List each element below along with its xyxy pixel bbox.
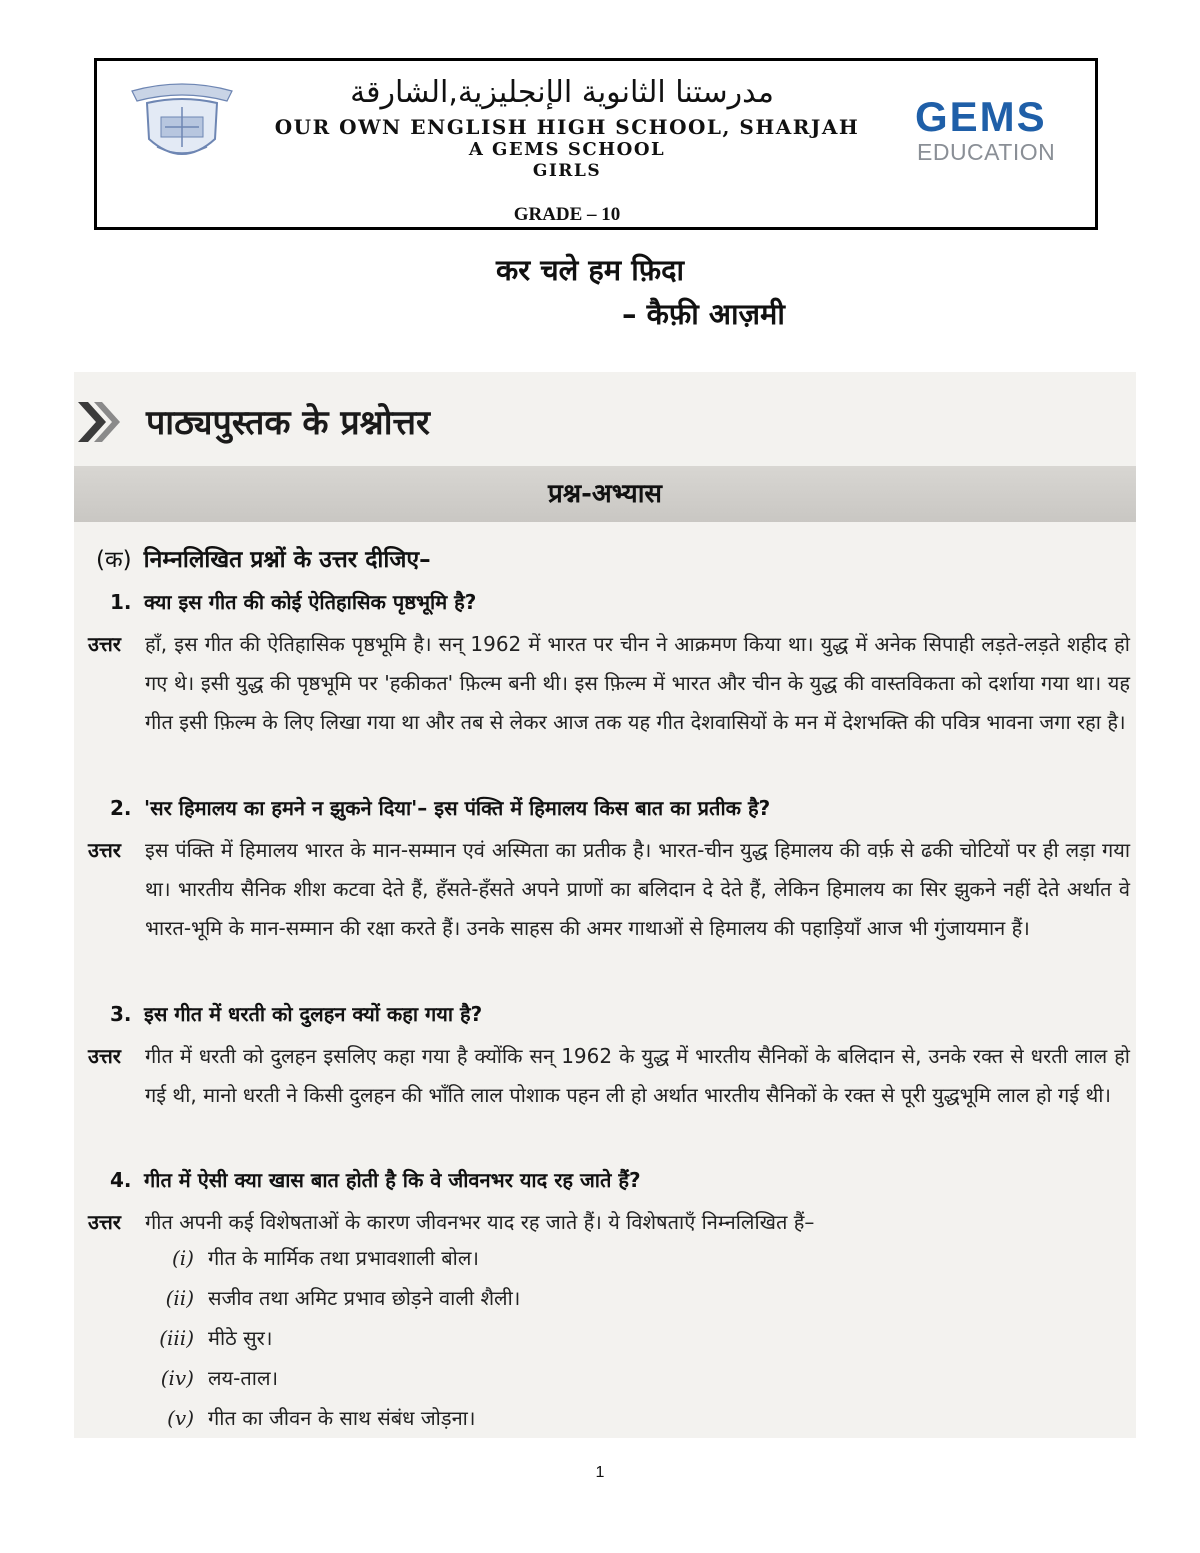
part-label: (क) <box>96 547 132 573</box>
lesson-title: कर चले हम फ़िदा <box>496 253 685 287</box>
feature-list <box>144 1244 520 1444</box>
question-number: 2. <box>110 796 132 820</box>
list-number: (ii) <box>165 1286 194 1310</box>
list-text: सजीव तथा अमिट प्रभाव छोड़ने वाली शैली। <box>208 1286 521 1310</box>
question-2 <box>110 794 770 821</box>
list-item <box>144 1364 520 1404</box>
part-heading <box>96 542 431 574</box>
answer-label: उत्तर <box>88 1044 121 1068</box>
list-item <box>144 1244 520 1284</box>
list-number: (i) <box>171 1246 194 1270</box>
list-text: गीत के मार्मिक तथा प्रभावशाली बोल। <box>208 1246 479 1270</box>
question-text: 'सर हिमालय का हमने न झुकने दिया'– इस पंक्ति में हिमालय किस बात का प्रतीक है? <box>144 796 771 820</box>
answer-label: उत्तर <box>88 1210 121 1234</box>
question-4 <box>110 1166 641 1193</box>
question-3 <box>110 1000 482 1027</box>
gems-school-line: A GEMS SCHOOL <box>468 139 666 160</box>
lesson-author: – कैफ़ी आज़मी <box>622 297 785 331</box>
grade-label: GRADE – 10 <box>513 204 621 225</box>
section-heading-text: पाठ्यपुस्तक के प्रश्नोत्तर <box>146 403 430 443</box>
answer-3: गीत में धरती को दुलहन इसलिए कहा गया है क्योंकि सन् 1962 के युद्ध में भारतीय सैनिकों के बलिदान से, उनके रक्त से धरती लाल हो गई थी, मानो धरती ने किसी दुलहन की भाँति लाल पोशाक पहन ली हो अर्थात भारतीय सैनिकों के रक्त से पूरी युद्धभूमि लाल हो गई थी। <box>145 1044 1130 1107</box>
list-text: गीत का जीवन के साथ संबंध जोड़ना। <box>208 1406 476 1430</box>
gems-education-logo <box>915 97 1081 167</box>
question-1 <box>110 588 476 615</box>
school-name: OUR OWN ENGLISH HIGH SCHOOL, SHARJAH <box>274 115 860 139</box>
list-number: (v) <box>167 1406 194 1430</box>
gems-logo-icon <box>915 97 1081 137</box>
list-number: (iv) <box>160 1366 194 1390</box>
school-name-arabic: مدرستنا الثانوية الإنجليزية,الشارقة <box>350 75 774 110</box>
exercise-title: प्रश्न-अभ्यास <box>547 479 663 509</box>
question-text: इस गीत में धरती को दुलहन क्यों कहा गया है? <box>144 1002 483 1026</box>
list-item <box>144 1404 520 1444</box>
textbook-scan <box>74 372 1136 1438</box>
list-item <box>144 1324 520 1364</box>
double-chevron-icon <box>74 398 124 446</box>
answer-2: इस पंक्ति में हिमालय भारत के मान-सम्मान एवं अस्मिता का प्रतीक है। भारत-चीन युद्ध हिमालय की वर्फ़ से ढकी चोटियों पर ही लड़ा गया था। भारतीय सैनिक शीश कटवा देते हैं, हँसते-हँसते अपने प्राणों का बलिदान दे देते हैं, लेकिन हिमालय का सिर झुकने नहीं देते अर्थात वे भारत-भूमि के मान-सम्मान की रक्षा करते हैं। उनके साहस की अमर गाथाओं से हिमालय की पहाड़ियाँ आज भी गुंजायमान हैं। <box>145 838 1130 940</box>
answer-label: उत्तर <box>88 632 121 656</box>
part-heading-text: निम्नलिखित प्रश्नों के उत्तर दीजिए– <box>143 547 431 573</box>
gems-education-text: EDUCATION <box>917 139 1056 165</box>
page-number: 1 <box>595 1464 605 1481</box>
list-text: मीठे सुर। <box>208 1326 273 1350</box>
list-text: लय-ताल। <box>208 1366 279 1390</box>
answer-4: गीत अपनी कई विशेषताओं के कारण जीवनभर याद रह जाते हैं। ये विशेषताएँ निम्नलिखित हैं– <box>145 1210 815 1234</box>
school-header <box>94 58 1098 230</box>
question-text: क्या इस गीत की कोई ऐतिहासिक पृष्ठभूमि है? <box>144 590 477 614</box>
girls-line: GIRLS <box>532 161 602 181</box>
answer-label: उत्तर <box>88 838 121 862</box>
list-number: (iii) <box>159 1326 194 1350</box>
question-number: 3. <box>110 1002 132 1026</box>
answer-1: हाँ, इस गीत की ऐतिहासिक पृष्ठभूमि है। सन् 1962 में भारत पर चीन ने आक्रमण किया था। युद्ध में अनेक सिपाही लड़ते-लड़ते शहीद हो गए थे। इसी युद्ध की पृष्ठभूमि पर 'हकीकत' फ़िल्म बनी थी। इस फ़िल्म में भारत और चीन के युद्ध की वास्तविकता को दर्शाया गया था। यह गीत इसी फ़िल्म के लिए लिखा गया था और तब से लेकर आज तक यह गीत देशवासियों के मन में देशभक्ति की पवित्र भावना जगा रहा है। <box>145 632 1130 734</box>
school-crest-icon <box>127 77 237 167</box>
exercise-band <box>74 466 1136 522</box>
question-number: 4. <box>110 1168 132 1192</box>
list-item <box>144 1284 520 1324</box>
gems-word: GEMS <box>915 97 1047 137</box>
section-heading <box>74 392 574 452</box>
question-number: 1. <box>110 590 132 614</box>
question-text: गीत में ऐसी क्या खास बात होती है कि वे जीवनभर याद रह जाते हैं? <box>144 1168 641 1192</box>
